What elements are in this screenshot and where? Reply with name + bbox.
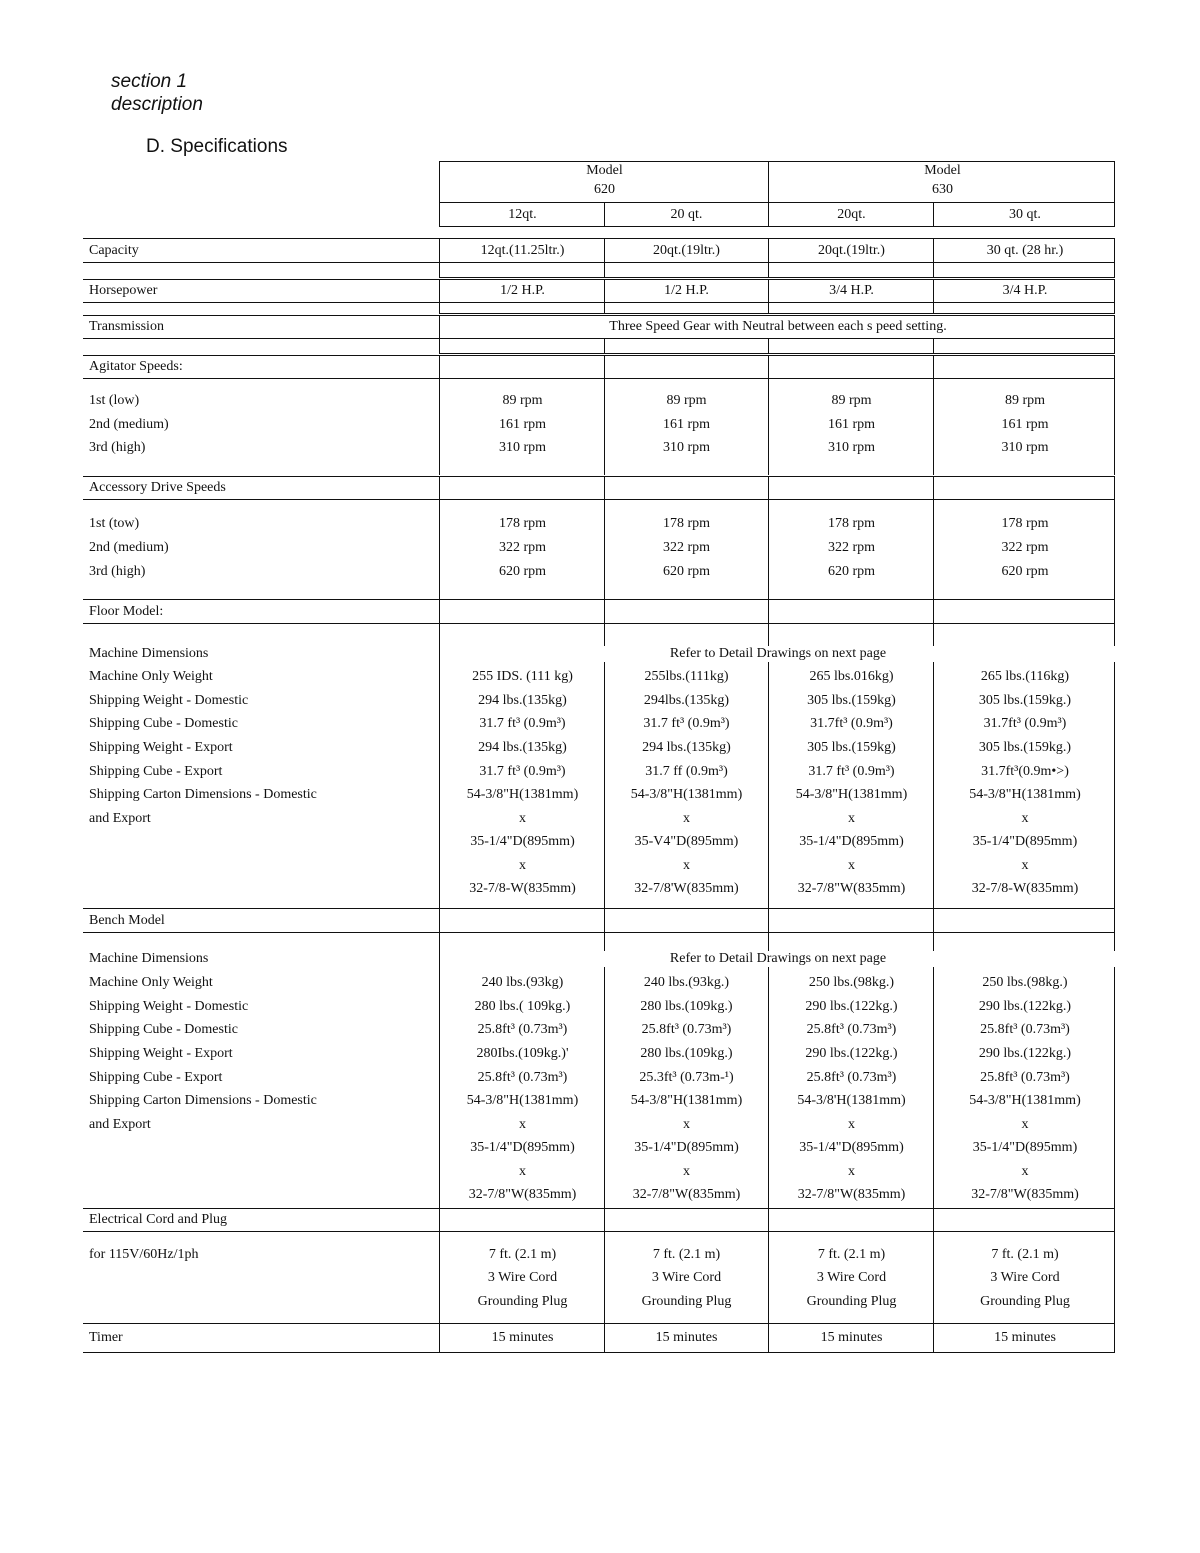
bench-spec-value: 250 lbs.(98kg.) <box>982 975 1068 990</box>
floor-spec-label: Shipping Weight - Export <box>89 740 233 755</box>
table-rule <box>83 908 1115 909</box>
table-rule <box>933 476 934 599</box>
table-rule <box>439 279 440 314</box>
table-rule <box>768 161 769 227</box>
bench-spec-value: 280 lbs.(109kg.) <box>640 1046 733 1061</box>
bench-spec-value: 25.8ft³ (0.73m³) <box>980 1070 1070 1085</box>
floor-model-heading: Floor Model: <box>89 604 164 619</box>
table-rule <box>1114 355 1115 475</box>
table-rule <box>933 355 934 475</box>
bench-spec-label: Shipping Carton Dimensions - Domestic <box>89 1093 317 1108</box>
floor-spec-value: x <box>683 811 690 826</box>
table-rule <box>439 353 1115 354</box>
table-rule <box>439 476 440 599</box>
table-rule <box>933 1323 934 1353</box>
floor-spec-label: and Export <box>89 811 151 826</box>
floor-dimensions-note: Refer to Detail Drawings on next page <box>441 646 1115 662</box>
bench-spec-value: x <box>848 1164 855 1179</box>
table-rule <box>83 1352 1115 1353</box>
bench-spec-value: x <box>683 1117 690 1132</box>
capacity-label: Capacity <box>89 243 139 258</box>
bench-spec-value: 25.3ft³ (0.73m-¹) <box>639 1070 734 1085</box>
table-rule <box>439 161 440 227</box>
bench-spec-value: 290 lbs.(122kg.) <box>805 1046 898 1061</box>
table-rule <box>439 277 1115 278</box>
horsepower-value: 3/4 H.P. <box>1002 283 1048 298</box>
table-rule <box>439 202 1115 203</box>
agitator-speed-value: 161 rpm <box>498 417 547 432</box>
plug-type: Grounding Plug <box>641 1294 732 1309</box>
floor-spec-label: Shipping Carton Dimensions - Domestic <box>89 787 317 802</box>
table-rule <box>933 338 934 354</box>
bench-spec-label: Shipping Cube - Domestic <box>89 1022 238 1037</box>
transmission-value: Three Speed Gear with Neutral between each s peed setting. <box>609 319 947 334</box>
bench-spec-value: x <box>519 1117 526 1132</box>
table-rule <box>83 1231 1115 1232</box>
floor-spec-value: 54-3/8"H(1381mm) <box>466 787 579 802</box>
floor-spec-value: 294 lbs.(135kg) <box>478 693 567 708</box>
cord-length: 7 ft. (2.1 m) <box>991 1247 1059 1262</box>
floor-spec-value: 32-7/8-W(835mm) <box>469 881 576 896</box>
timer-value: 15 minutes <box>994 1330 1056 1345</box>
bench-spec-value: 25.8ft³ (0.73m³) <box>641 1022 732 1037</box>
bench-spec-value: 35-1/4"D(895mm) <box>972 1140 1078 1155</box>
table-rule <box>439 355 440 475</box>
floor-spec-value: 265 lbs.016kg) <box>809 669 894 684</box>
timer-label: Timer <box>89 1330 123 1345</box>
bench-spec-value: 250 lbs.(98kg.) <box>808 975 895 990</box>
table-rule <box>83 302 1115 303</box>
accessory-speed-value: 322 rpm <box>827 540 876 555</box>
model-630-label: Model <box>924 163 961 178</box>
agitator-speeds-heading: Agitator Speeds: <box>89 359 183 374</box>
bench-spec-value: x <box>1021 1117 1029 1132</box>
bench-spec-value: 290 lbs.(122kg.) <box>978 1046 1072 1061</box>
table-rule <box>604 355 605 475</box>
capacity-value: 20qt.(19ltr.) <box>818 243 885 258</box>
floor-spec-value: 255 IDS. (111 kg) <box>472 669 573 684</box>
table-rule <box>83 476 1115 477</box>
floor-spec-value: 35-V4"D(895mm) <box>634 834 739 849</box>
floor-spec-value: 31.7 ft³ (0.9m³) <box>808 764 895 779</box>
cord-type: 3 Wire Cord <box>990 1270 1060 1285</box>
table-rule <box>83 623 1115 624</box>
bench-spec-value: 54-3/8"H(1381mm) <box>969 1093 1081 1108</box>
table-rule <box>768 355 769 475</box>
floor-spec-value: 32-7/8-W(835mm) <box>971 881 1079 896</box>
accessory-speed-value: 322 rpm <box>498 540 547 555</box>
horsepower-value: 3/4 H.P. <box>829 283 874 298</box>
table-rule <box>439 313 1115 314</box>
floor-spec-value: 31.7 ff (0.9m³) <box>645 764 728 779</box>
floor-spec-value: 54-3/8"H(1381mm) <box>795 787 908 802</box>
table-rule <box>604 476 605 599</box>
floor-spec-value: 31.7ft³ (0.9m³) <box>983 716 1067 731</box>
floor-spec-label: Shipping Weight - Domestic <box>89 693 249 708</box>
bench-spec-value: 240 lbs.(93kg) <box>481 975 564 990</box>
accessory-speed-value: 322 rpm <box>662 540 711 555</box>
table-rule <box>83 499 1115 500</box>
bench-spec-value: 25.8ft³ (0.73m³) <box>477 1022 568 1037</box>
bench-dimensions-label: Machine Dimensions <box>89 951 209 966</box>
floor-spec-value: x <box>848 811 855 826</box>
accessory-drive-heading: Accessory Drive Speeds <box>89 480 226 495</box>
cord-type: 3 Wire Cord <box>816 1270 887 1285</box>
table-rule <box>1114 476 1115 599</box>
model-620-number: 620 <box>594 182 615 197</box>
bench-spec-label: Shipping Cube - Export <box>89 1070 223 1085</box>
timer-value: 15 minutes <box>820 1330 883 1345</box>
bench-spec-label: Shipping Weight - Domestic <box>89 999 249 1014</box>
bench-dimensions-note: Refer to Detail Drawings on next page <box>441 951 1115 967</box>
accessory-speed-value: 322 rpm <box>1001 540 1049 555</box>
floor-spec-value: x <box>519 811 526 826</box>
floor-spec-value: x <box>848 858 855 873</box>
table-rule <box>933 202 934 227</box>
table-rule <box>768 279 769 314</box>
bench-model-heading: Bench Model <box>89 913 165 928</box>
cord-length: 7 ft. (2.1 m) <box>652 1247 721 1262</box>
size-630-30qt: 30 qt. <box>1009 207 1041 222</box>
table-rule <box>83 355 1115 356</box>
agitator-speed-value: 161 rpm <box>827 417 876 432</box>
agitator-speed-value: 310 rpm <box>662 440 711 455</box>
bench-spec-value: 54-3/8'H(1381mm) <box>797 1093 906 1108</box>
floor-spec-value: 294 lbs.(135kg) <box>478 740 567 755</box>
table-rule <box>604 338 605 354</box>
agitator-speed-label: 1st (low) <box>89 393 140 408</box>
table-rule <box>768 238 769 278</box>
cord-type: 3 Wire Cord <box>487 1270 558 1285</box>
table-rule <box>83 932 1115 933</box>
bench-spec-value: 32-7/8"W(835mm) <box>468 1187 577 1202</box>
accessory-speed-value: 620 rpm <box>1001 564 1049 579</box>
floor-spec-value: 31.7ft³(0.9m•˃) <box>981 764 1069 779</box>
table-rule <box>83 599 1115 600</box>
accessory-speed-value: 620 rpm <box>498 564 547 579</box>
accessory-speed-value: 620 rpm <box>827 564 876 579</box>
bench-spec-value: 35-1/4"D(895mm) <box>634 1140 739 1155</box>
floor-spec-label: Machine Only Weight <box>89 669 213 684</box>
bench-spec-value: 54-3/8"H(1381mm) <box>630 1093 743 1108</box>
bench-spec-value: 32-7/8"W(835mm) <box>797 1187 906 1202</box>
bench-spec-label: Shipping Weight - Export <box>89 1046 233 1061</box>
accessory-speed-value: 178 rpm <box>827 516 876 531</box>
floor-spec-value: 32-7/8'W(835mm) <box>634 881 739 896</box>
bench-spec-value: x <box>683 1164 690 1179</box>
subsection-label: description <box>111 94 203 115</box>
timer-value: 15 minutes <box>491 1330 554 1345</box>
floor-spec-value: 31.7 ft³ (0.9m³) <box>479 716 566 731</box>
bench-spec-value: 280 lbs.( 109kg.) <box>474 999 571 1014</box>
floor-spec-value: x <box>683 858 690 873</box>
floor-spec-value: 31.7 ft³ (0.9m³) <box>643 716 730 731</box>
agitator-speed-label: 3rd (high) <box>89 440 146 455</box>
floor-spec-value: 35-1/4"D(895mm) <box>470 834 575 849</box>
capacity-value: 30 qt. (28 hr.) <box>986 243 1064 258</box>
table-rule <box>768 476 769 599</box>
floor-spec-value: 294lbs.(135kg) <box>643 693 730 708</box>
bench-spec-value: 25.8ft³ (0.73m³) <box>980 1022 1070 1037</box>
floor-spec-label: Shipping Cube - Domestic <box>89 716 238 731</box>
agitator-speed-value: 89 rpm <box>666 393 707 408</box>
agitator-speed-value: 89 rpm <box>502 393 543 408</box>
table-rule <box>439 315 440 354</box>
bench-spec-value: 25.8ft³ (0.73m³) <box>806 1070 897 1085</box>
plug-type: Grounding Plug <box>980 1294 1070 1309</box>
bench-spec-value: 25.8ft³ (0.73m³) <box>806 1022 897 1037</box>
bench-spec-value: 25.8ft³ (0.73m³) <box>477 1070 568 1085</box>
floor-spec-value: 305 lbs.(159kg) <box>807 740 896 755</box>
model-620-label: Model <box>586 163 623 178</box>
bench-spec-value: 32-7/8"W(835mm) <box>632 1187 741 1202</box>
table-rule <box>439 599 440 909</box>
bench-spec-value: 35-1/4"D(895mm) <box>470 1140 575 1155</box>
table-rule <box>439 908 440 1208</box>
agitator-speed-value: 310 rpm <box>827 440 876 455</box>
accessory-speed-label: 1st (tow) <box>89 516 140 531</box>
accessory-speed-value: 178 rpm <box>662 516 711 531</box>
electrical-heading: Electrical Cord and Plug <box>89 1212 228 1227</box>
agitator-speed-value: 310 rpm <box>498 440 547 455</box>
table-rule <box>83 315 1115 316</box>
table-rule <box>933 1208 934 1323</box>
bench-spec-value: 280Ibs.(109kg.)' <box>476 1046 569 1061</box>
floor-spec-label: Shipping Cube - Export <box>89 764 223 779</box>
model-630-number: 630 <box>932 182 953 197</box>
cord-length: 7 ft. (2.1 m) <box>817 1247 886 1262</box>
capacity-value: 20qt.(19ltr.) <box>653 243 720 258</box>
floor-spec-value: x <box>519 858 526 873</box>
accessory-speed-value: 620 rpm <box>662 564 711 579</box>
table-rule <box>768 1323 769 1353</box>
floor-spec-value: 54-3/8"H(1381mm) <box>630 787 743 802</box>
floor-spec-value: 32-7/8"W(835mm) <box>797 881 906 896</box>
floor-spec-value: 31.7 ft³ (0.9m³) <box>479 764 566 779</box>
floor-spec-value: 305 lbs.(159kg) <box>807 693 896 708</box>
horsepower-label: Horsepower <box>89 283 158 298</box>
floor-spec-value: 35-1/4"D(895mm) <box>799 834 904 849</box>
bench-spec-value: 54-3/8"H(1381mm) <box>466 1093 579 1108</box>
page-title: D. Specifications <box>146 136 288 157</box>
table-rule <box>439 161 1115 162</box>
table-rule <box>439 1323 440 1353</box>
table-rule <box>83 238 1115 239</box>
accessory-speed-value: 178 rpm <box>498 516 547 531</box>
bench-spec-value: x <box>519 1164 526 1179</box>
cord-type: 3 Wire Cord <box>651 1270 722 1285</box>
section-label: section 1 <box>111 71 188 92</box>
table-rule <box>83 378 1115 379</box>
cord-length: 7 ft. (2.1 m) <box>488 1247 557 1262</box>
horsepower-value: 1/2 H.P. <box>500 283 545 298</box>
table-rule <box>83 1208 1115 1209</box>
bench-spec-value: 280 lbs.(109kg.) <box>640 999 733 1014</box>
table-rule <box>83 262 1115 263</box>
table-rule <box>768 1208 769 1323</box>
bench-spec-value: x <box>848 1117 855 1132</box>
electrical-sub-label: for 115V/60Hz/1ph <box>89 1247 199 1262</box>
floor-spec-value: x <box>1021 811 1029 826</box>
size-620-12qt: 12qt. <box>508 207 537 222</box>
size-630-20qt: 20qt. <box>837 207 866 222</box>
plug-type: Grounding Plug <box>806 1294 897 1309</box>
transmission-label: Transmission <box>89 319 164 334</box>
floor-dimensions-label: Machine Dimensions <box>89 646 209 661</box>
floor-spec-value: 265 lbs.(116kg) <box>980 669 1070 684</box>
floor-spec-value: x <box>1021 858 1029 873</box>
bench-spec-value: 240 lbs.(93kg.) <box>643 975 730 990</box>
bench-spec-value: 290 lbs.(122kg.) <box>978 999 1072 1014</box>
table-rule <box>933 238 934 278</box>
agitator-speed-value: 310 rpm <box>1001 440 1049 455</box>
agitator-speed-value: 161 rpm <box>662 417 711 432</box>
table-rule <box>83 338 1115 339</box>
capacity-value: 12qt.(11.25ltr.) <box>480 243 565 258</box>
floor-spec-value: 31.7ft³ (0.9m³) <box>810 716 893 731</box>
bench-spec-value: 35-1/4"D(895mm) <box>799 1140 904 1155</box>
table-rule <box>768 338 769 354</box>
agitator-speed-value: 89 rpm <box>1004 393 1046 408</box>
agitator-speed-value: 161 rpm <box>1001 417 1049 432</box>
table-rule <box>439 226 1115 227</box>
table-rule <box>933 279 934 314</box>
floor-spec-value: 305 lbs.(159kg.) <box>978 693 1072 708</box>
table-rule <box>83 279 1115 280</box>
agitator-speed-label: 2nd (medium) <box>89 417 169 432</box>
timer-value: 15 minutes <box>655 1330 718 1345</box>
plug-type: Grounding Plug <box>477 1294 568 1309</box>
floor-spec-value: 255lbs.(111kg) <box>644 669 729 684</box>
floor-spec-value: 35-1/4"D(895mm) <box>972 834 1078 849</box>
table-rule <box>439 1208 440 1323</box>
accessory-speed-label: 3rd (high) <box>89 564 146 579</box>
bench-spec-value: x <box>1021 1164 1029 1179</box>
floor-spec-value: 294 lbs.(135kg) <box>642 740 731 755</box>
floor-spec-value: 305 lbs.(159kg.) <box>978 740 1072 755</box>
bench-spec-value: 290 lbs.(122kg.) <box>805 999 898 1014</box>
horsepower-value: 1/2 H.P. <box>664 283 709 298</box>
bench-spec-value: 32-7/8"W(835mm) <box>971 1187 1079 1202</box>
floor-spec-value: 54-3/8"H(1381mm) <box>969 787 1081 802</box>
accessory-speed-label: 2nd (medium) <box>89 540 169 555</box>
accessory-speed-value: 178 rpm <box>1001 516 1049 531</box>
table-rule <box>439 238 440 278</box>
table-rule <box>83 1323 1115 1324</box>
agitator-speed-value: 89 rpm <box>831 393 872 408</box>
bench-spec-label: Machine Only Weight <box>89 975 213 990</box>
size-620-20qt: 20 qt. <box>670 207 703 222</box>
bench-spec-label: and Export <box>89 1117 151 1132</box>
